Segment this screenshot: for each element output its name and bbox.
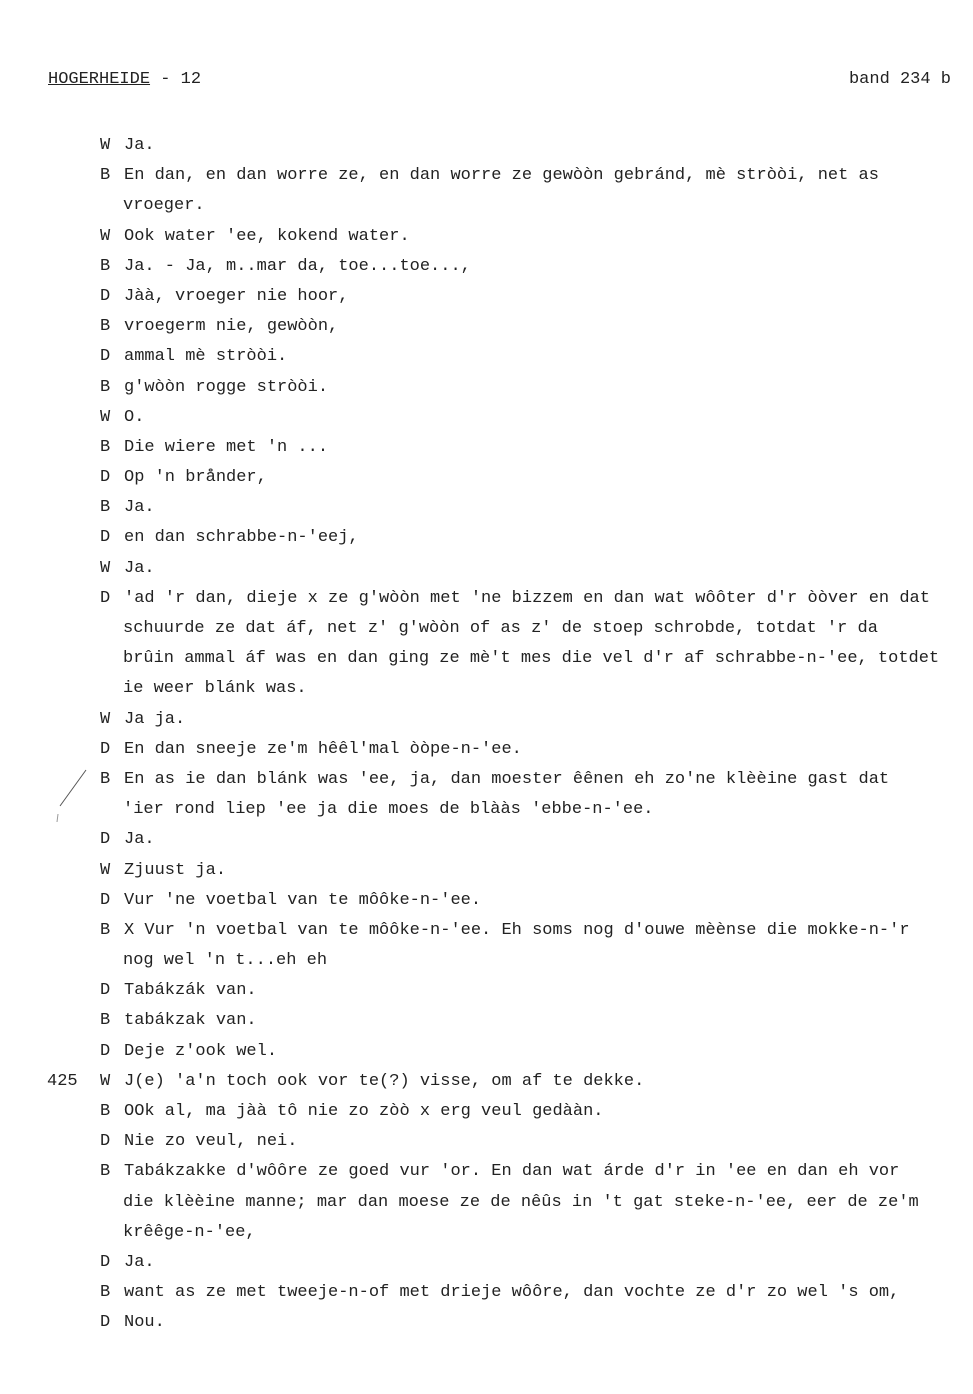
utterance-text: Ja. xyxy=(124,558,155,578)
speaker-label: D xyxy=(100,830,111,850)
utterance-text: vroegerm nie, gewòòn, xyxy=(124,317,339,337)
speaker-label: B xyxy=(100,1162,111,1182)
transcript-line xyxy=(0,674,973,704)
speaker-label: D xyxy=(100,347,111,367)
transcript-line xyxy=(0,946,973,976)
speaker-label: D xyxy=(100,1041,111,1061)
transcript-line xyxy=(0,765,973,795)
utterance-text: En dan, en dan worre ze, en dan worre ze gewòòn gebránd, mè stròòi, net as xyxy=(124,166,879,186)
transcript-line xyxy=(0,1037,973,1067)
utterance-text: Tabákzák van. xyxy=(124,981,257,1001)
transcript-line xyxy=(0,916,973,946)
transcript-line xyxy=(0,856,973,886)
transcript-line xyxy=(0,523,973,553)
utterance-text: vroeger. xyxy=(123,196,205,216)
transcript-line xyxy=(0,191,973,221)
utterance-text: En as ie dan blánk was 'ee, ja, dan moester êênen eh zo'ne klèèine gast dat xyxy=(124,769,890,789)
transcript-line xyxy=(0,403,973,433)
speaker-label: B xyxy=(100,437,111,457)
transcript-line xyxy=(0,705,973,735)
transcript-line xyxy=(0,493,973,523)
utterance-text: Vur 'ne voetbal van te môôke-n-'ee. xyxy=(124,890,482,910)
speaker-label: D xyxy=(100,588,111,608)
utterance-text: 'ad 'r dan, dieje x ze g'wòòn met 'ne bizzem en dan wat wôôter d'r òòver en dat xyxy=(124,588,930,608)
utterance-text: nog wel 'n t...eh eh xyxy=(123,951,328,971)
transcript-line xyxy=(0,886,973,916)
utterance-text: want as ze met tweeje-n-of met drieje wôôre, dan vochte ze d'r zo wel 's om, xyxy=(124,1283,900,1303)
speaker-label: W xyxy=(100,558,111,578)
speaker-label: B xyxy=(100,377,111,397)
utterance-text: g'wòòn rogge stròòi. xyxy=(124,377,329,397)
utterance-text: ie weer blánk was. xyxy=(123,679,307,699)
utterance-text: X Vur 'n voetbal van te môôke-n-'ee. Eh soms nog d'ouwe mèènse die mokke-n-'r xyxy=(124,920,910,940)
utterance-text: Nie zo veul, nei. xyxy=(124,1132,298,1152)
speaker-label: D xyxy=(100,1313,111,1333)
utterance-text: Ja. xyxy=(124,136,155,155)
speaker-label: D xyxy=(100,890,111,910)
transcript-line xyxy=(0,795,973,825)
utterance-text: Op 'n brånder, xyxy=(124,468,267,488)
utterance-text: 'ier rond liep 'ee ja die moes de blààs 'ebbe-n-'ee. xyxy=(123,800,654,820)
speaker-label: W xyxy=(100,860,111,880)
utterance-text: Ja. - Ja, m..mar da, toe...toe..., xyxy=(124,256,471,276)
utterance-text: Tabákzakke d'wôôre ze goed vur 'or. En dan wat árde d'r in 'ee en dan eh vor xyxy=(124,1162,900,1182)
speaker-label: B xyxy=(100,498,111,518)
transcript-line xyxy=(0,161,973,191)
speaker-label: D xyxy=(100,468,111,488)
transcript-line xyxy=(0,554,973,584)
transcript-line xyxy=(0,252,973,282)
transcript-line xyxy=(0,433,973,463)
utterance-text: Ja. xyxy=(124,830,155,850)
speaker-label: D xyxy=(100,981,111,1001)
speaker-label: B xyxy=(100,1283,111,1303)
utterance-text: tabákzak van. xyxy=(124,1011,257,1031)
transcript-line xyxy=(0,222,973,252)
page-number: - 12 xyxy=(150,70,202,89)
speaker-label: B xyxy=(100,1102,111,1121)
utterance-text: schuurde ze dat áf, net z' g'wòòn of as z' de stoep schrobde, totdat 'r da xyxy=(123,619,878,638)
transcript-line xyxy=(0,1157,973,1187)
speaker-label: W xyxy=(100,1071,111,1091)
transcript-line xyxy=(0,1218,973,1248)
speaker-label: B xyxy=(100,769,111,789)
speaker-label: W xyxy=(100,136,111,155)
transcript-line xyxy=(0,1127,973,1157)
speaker-label: D xyxy=(100,739,111,759)
speaker-label: D xyxy=(100,1132,111,1152)
utterance-text: J(e) 'a'n toch ook vor te(?) visse, om af te dekke. xyxy=(124,1071,645,1091)
transcript-line xyxy=(0,373,973,403)
tape-band-label: band 234 b xyxy=(848,70,951,89)
utterance-text: Ja. xyxy=(124,498,155,518)
page-header-left xyxy=(48,70,201,89)
utterance-text: Zjuust ja. xyxy=(124,860,227,880)
transcript-line xyxy=(0,644,973,674)
speaker-label: W xyxy=(100,709,111,729)
transcript-lines xyxy=(0,131,973,1339)
utterance-text: En dan sneeje ze'm hêêl'mal òòpe-n-'ee. xyxy=(124,739,522,759)
transcript-line xyxy=(0,1278,973,1308)
transcript-line xyxy=(0,282,973,312)
transcript-line xyxy=(0,614,973,644)
utterance-text: Die wiere met 'n ... xyxy=(124,437,329,457)
transcript-line xyxy=(0,735,973,765)
utterance-text: ammal mè stròòi. xyxy=(124,347,288,367)
speaker-label: D xyxy=(100,286,111,306)
speaker-label: B xyxy=(100,1011,111,1031)
utterance-text: Ja. xyxy=(124,1252,155,1272)
speaker-label: W xyxy=(100,407,111,427)
utterance-text: Deje z'ook wel. xyxy=(124,1041,278,1061)
transcript-line xyxy=(0,1308,973,1338)
utterance-text: O. xyxy=(124,407,145,427)
transcript-line xyxy=(0,584,973,614)
speaker-label: B xyxy=(100,317,111,337)
transcript-line xyxy=(0,976,973,1006)
transcript-line xyxy=(0,1188,973,1218)
utterance-text: Jàà, vroeger nie hoor, xyxy=(124,286,349,306)
transcript-line xyxy=(0,1067,973,1097)
transcript-line xyxy=(0,1097,973,1127)
transcript-line xyxy=(0,463,973,493)
document-title: HOGERHEIDE xyxy=(48,70,151,89)
transcript-line xyxy=(0,342,973,372)
speaker-label: B xyxy=(100,256,111,276)
margin-counter: 425 xyxy=(47,1071,78,1091)
speaker-label: D xyxy=(100,1252,111,1272)
utterance-text: krêêge-n-'ee, xyxy=(123,1222,256,1242)
utterance-text: brûin ammal áf was en dan ging ze mè't mes die vel d'r af schrabbe-n-'ee, totdet xyxy=(123,649,940,669)
transcript-line xyxy=(0,131,973,161)
transcript-line xyxy=(0,1006,973,1036)
utterance-text: OOk al, ma jàà tô nie zo zòò x erg veul gedààn. xyxy=(124,1102,604,1121)
transcript-line xyxy=(0,312,973,342)
utterance-text: Ja ja. xyxy=(124,709,186,729)
speaker-label: D xyxy=(100,528,111,548)
utterance-text: die klèèine manne; mar dan moese ze de nêûs in 't gat steke-n-'ee, eer de ze'm xyxy=(123,1192,919,1212)
utterance-text: Nou. xyxy=(124,1313,165,1333)
utterance-text: en dan schrabbe-n-'eej, xyxy=(124,528,359,548)
speaker-label: B xyxy=(100,920,111,940)
speaker-label: W xyxy=(100,226,111,246)
transcript-line xyxy=(0,825,973,855)
utterance-text: Ook water 'ee, kokend water. xyxy=(124,226,410,246)
speaker-label: B xyxy=(100,166,111,186)
transcript-line xyxy=(0,1248,973,1278)
